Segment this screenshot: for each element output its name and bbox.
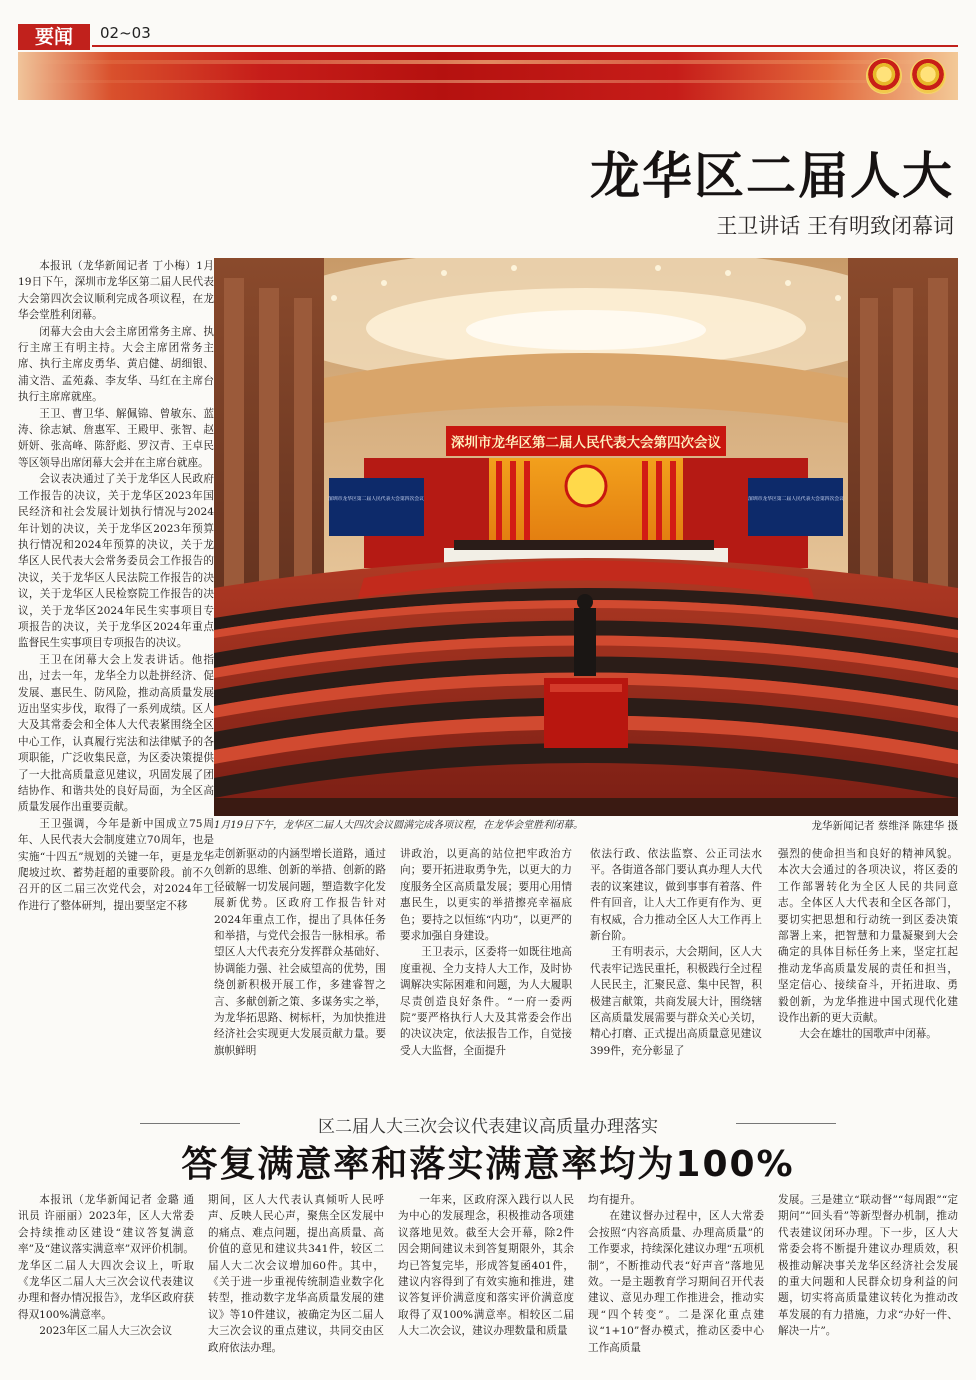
header-rule: [92, 45, 958, 47]
paragraph: 王卫在闭幕大会上发表讲话。他指出，过去一年，龙华全力以赴拼经济、促发展、惠民生、防风险，推动高质量发展迈出坚实步伐，取得了一系列成绩。区人大及其常委会和全体人大代表紧围绕全区中心工作，认真履行宪法和法律赋予的各项职能，广泛收集民意，为区委决策提供了一大批高质量意见建议，巩固发展了团结协作、和谐共处的良好局面，为全区高质量发展作出重要贡献。: [18, 653, 214, 814]
article-column-3: [400, 846, 572, 1070]
paragraph: 一年来，区政府深入践行以人民为中心的发展理念，积极推动各项建议落地见效。截至大会开幕，除2件因会期间建议未到答复期限外，其余均已答复完毕，形成答复函401件，建议内容得到了有效实施和推进，建议答复评价满意度和落实评价满意度取得了双100%满意率。相较区二届人大二次会议，建议办理数量和质量: [398, 1194, 574, 1338]
right-screen-text: 深圳市龙华区第二届人民代表大会第四次会议: [748, 497, 844, 502]
paragraph: 本报讯（龙华新闻记者 丁小梅）1月19日下午，深圳市龙华区第二届人民代表大会第四次会议顺利完成各项议程，在龙华会堂胜利闭幕。: [18, 260, 214, 322]
article-headline: 龙华区二届人大: [590, 147, 954, 205]
article2-headline: 答复满意率和落实满意率均为100%: [181, 1144, 795, 1185]
paragraph: 大会在雄壮的国歌声中闭幕。: [799, 1028, 937, 1041]
paragraph: 本报讯（龙华新闻记者 金璐 通讯员 许丽丽）2023年，区人大常委会持续推动区建设“建议答复满意率”及“建议落实满意率”双评价机制。龙华区二届人大四次会议上，听取《龙华区二届人大三次会议代表建议办理和督办情况报告》，龙华区政府获得双100%满意率。: [18, 1194, 194, 1321]
stage-banner: 深圳市龙华区第二届人民代表大会第四次会议: [451, 435, 721, 451]
article-column-1: [18, 258, 214, 976]
paragraph: 在建议督办过程中，区人大常委会按照“内容高质量、办理高质量”的工作要求，持续深化建议办理“五项机制”，不断推动代表“好声音”落地见效。一是主题教育学习期间召开代表建议、意见办理工作推进会，推动实现“四个转变”。二是深化重点建议“1+10”督办模式，推动区委中心工作高质量: [588, 1210, 764, 1354]
paragraph: 闭幕大会由大会主席团常务主席、执行主席王有明主持。大会主席团常务主席、执行主席皮勇华、黄启健、胡细银、浦文浩、孟苑淼、李友华、马红在主席台执行主席席就座。: [18, 325, 214, 404]
paragraph: 王卫强调，今年是新中国成立75周年、人民代表大会制度建立70周年，也是实施“十四五”规划的关键一年，更是龙华爬坡过坎、蓄势赶超的重要阶段。前不久召开的区二届三次党代会，对2024年工作进行了整体研判，提出要坚定不移: [18, 817, 214, 912]
article-column-4: [590, 846, 762, 1070]
paragraph: 均有提升。: [588, 1194, 641, 1206]
paragraph: 王卫、曹卫华、解佩锦、曾敏东、蓝涛、徐志斌、詹惠军、王殿甲、张智、赵妍妍、张高峰、陈舒彪、罗汉青、王卓民等区领导出席闭幕大会并在主席台就座。: [18, 407, 214, 469]
article2-column-5: [778, 1192, 958, 1372]
article-column-2: [214, 846, 386, 1070]
paragraph: 王卫表示，区委将一如既往地高度重视、全力支持人大工作，及时协调解决实际困难和问题，为人大履职尽责创造良好条件。“一府一委两院”要严格执行人大及其常委会作出的决议决定，依法报告工作，自觉接受人大监督，全面提升: [400, 946, 572, 1057]
conference-photo: [214, 258, 958, 816]
article-column-5: [778, 846, 958, 1070]
paragraph: 走创新驱动的内涵型增长道路，通过创新的思维、创新的举措、创新的路径破解一切发展问题，塑造数字化发展新优势。区政府工作报告针对2024年重点工作，提出了具体任务和举措，与党代会报告一脉相承。希望区人大代表充分发挥群众基础好、协调能力强、社会威望高的优势，围绕创新积极开展工作，多建睿智之言、多献创新之策、多谋务实之举，为龙华拓思路、树标杆，为加快推进经济社会实现更大发展贡献力量。要旗帜鲜明: [214, 848, 386, 1057]
photo-caption: [214, 819, 958, 833]
article2-column-3: [398, 1192, 574, 1372]
caption-text: 1月19日下午，龙华区二届人大四次会议圆满完成各项议程，在龙华会堂胜利闭幕。: [214, 820, 584, 831]
article-subheadline: 王卫讲话 王有明致闭幕词: [716, 214, 954, 238]
paragraph: 期间，区人大代表认真倾听人民呼声、反映人民心声，聚焦全区发展中的痛点、难点问题，提出高质量、高价值的意见和建议共341件，较区二届人大二次会议增加60件。其中，《关于进一步重视传统制造业数字化转型，推动数字龙华高质量发展的建议》等10件建议，被确定为区二届人大三次会议的重点建议，共同交由区政府依法办理。: [208, 1194, 384, 1354]
article2-column-2: [208, 1192, 384, 1372]
kicker-rule-right: [736, 1123, 836, 1124]
paragraph: 2023年区二届人大三次会议: [39, 1325, 173, 1338]
photo-credit: 龙华新闻记者 蔡维泽 陈建华 摄: [811, 820, 958, 832]
paragraph: 会议表决通过了关于龙华区人民政府工作报告的决议，关于龙华区2023年国民经济和社会发展计划执行情况与2024年计划的决议，关于龙华区2023年预算执行情况和2024年预算的决议，关于龙华区人民代表大会常务委员会工作报告的决议，关于龙华区人民法院工作报告的决议，关于龙华区人民检察院工作报告的决议，关于龙华区2024年民生实事项目专项报告的决议，关于龙华区2024年重点监督民生实事项目专项报告的决议。: [18, 473, 214, 650]
article2-column-1: [18, 1192, 194, 1372]
article2-kicker: 区二届人大三次会议代表建议高质量办理落实: [318, 1117, 658, 1137]
npc-emblem-icon: [910, 58, 946, 94]
left-screen-text: 深圳市龙华区第二届人民代表大会第四次会议: [328, 497, 424, 502]
paragraph: 强烈的使命担当和良好的精神风貌。本次大会通过的各项决议，将区委的工作部署转化为全区人民的共同意志。全体区人大代表和全区各部门，要切实把思想和行动统一到区委决策部署上来，把智慧和力量凝聚到大会确定的具体目标任务上来，坚定扛起推动龙华高质量发展的责任和担当，坚定信心、接续奋斗，开拓进取、勇毅创新，为龙华推进中国式现代化建设作出新的更大贡献。: [778, 848, 958, 1025]
section-tag: 要闻: [18, 24, 90, 50]
page-number: 02~03: [100, 24, 151, 42]
paragraph: 王有明表示，大会期间，区人大代表牢记选民重托，积极践行全过程人民民主，汇聚民意、集中民智，积极建言献策，共商发展大计，围绕辖区高质量发展需要与群众关心关切，精心打磨、正式提出高质量意见建议399件，充分彰显了: [590, 946, 762, 1057]
paragraph: 依法行政、依法监察、公正司法水平。各街道各部门要认真办理人大代表的议案建议，做到事事有着落、件件有回音，让人大工作更有作为、更有权威，合力推动全区人大工作再上新台阶。: [590, 848, 762, 943]
header-banner: [18, 52, 958, 100]
paragraph: 发展。三是建立“联动督”“每周跟”“定期问”“回头看”等新型督办机制，推动代表建议闭环办理。下一步，区人大常委会将不断提升建议办理质效，积极推动解决事关龙华区经济社会发展的重大问题和人民群众切身利益的问题，切实将高质量建议转化为推动改革发展的有力措施，力求“办好一件、解决一片”。: [778, 1194, 958, 1338]
article2-column-4: [588, 1192, 764, 1372]
paragraph: 讲政治，以更高的站位把牢政治方向；要开拓进取勇争先，以更大的力度服务全区高质量发展；要用心用情惠民生，以更实的举措擦亮幸福底色；要持之以恒练“内功”，以更严的要求加强自身建设。: [400, 848, 572, 943]
national-emblem-icon: [866, 58, 902, 94]
